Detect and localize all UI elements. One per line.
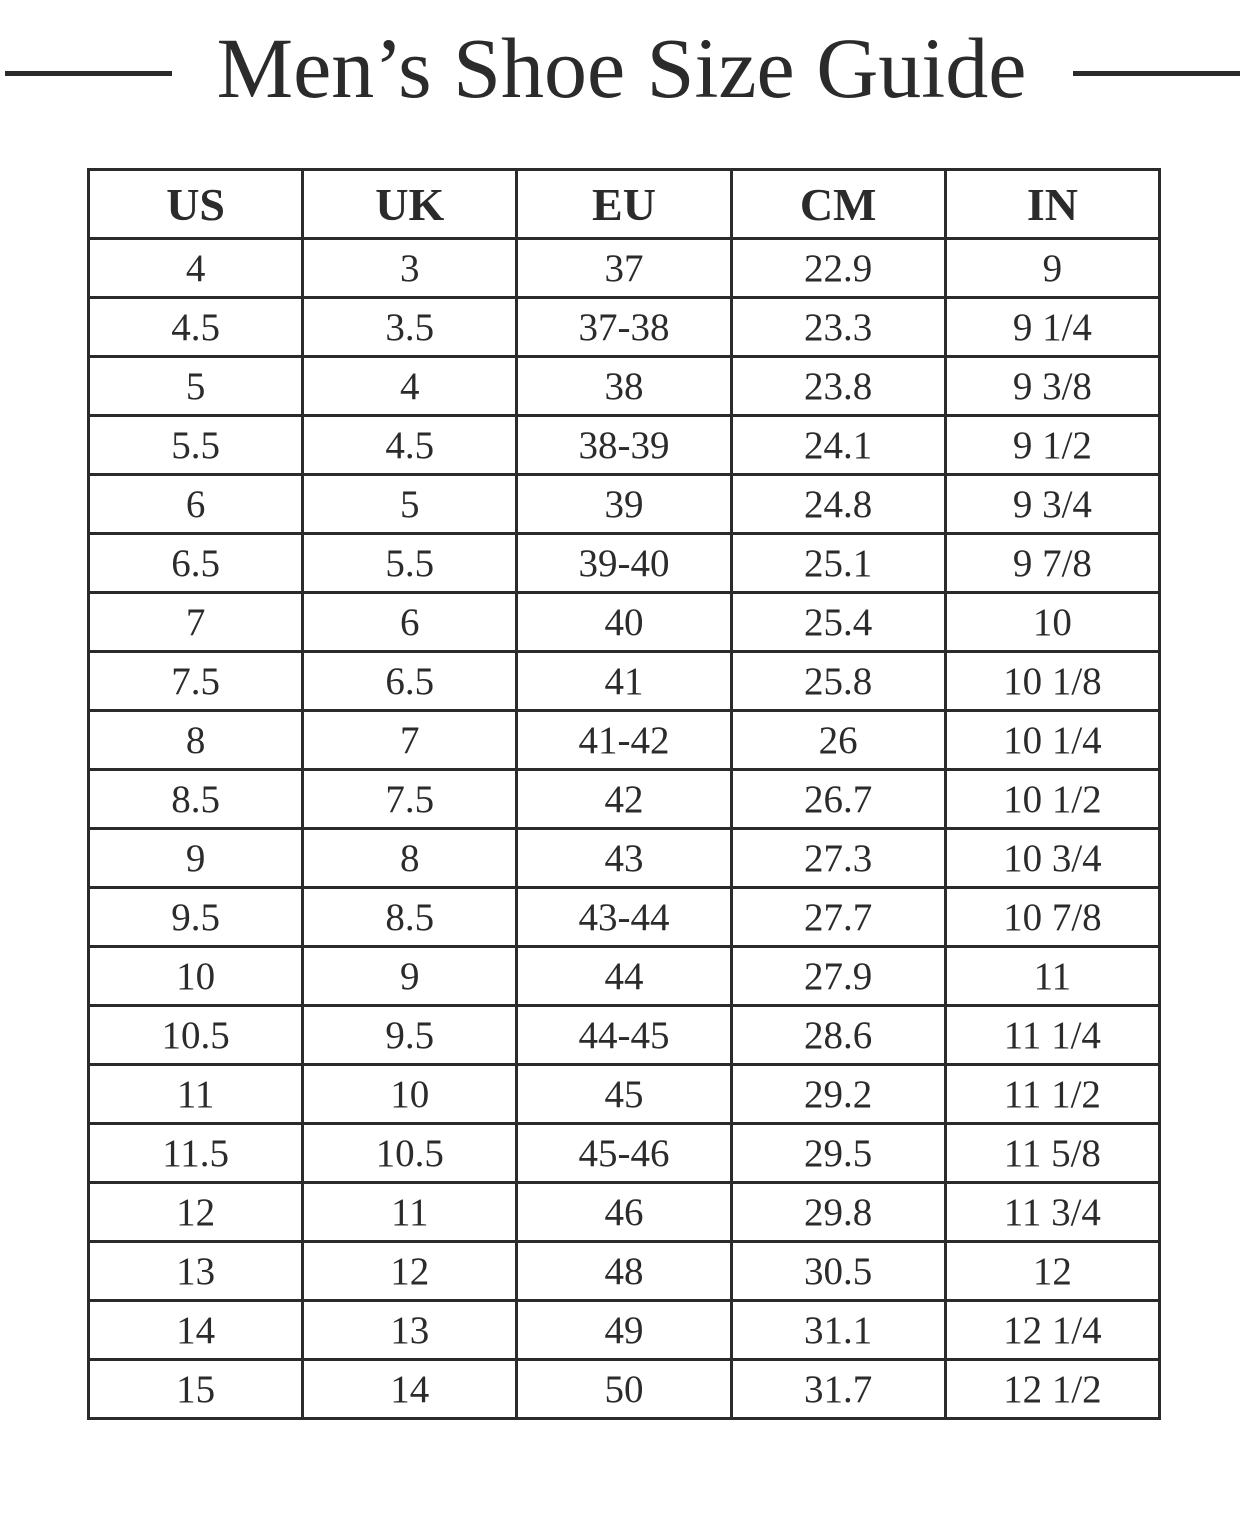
cell-us: 10 — [89, 947, 303, 1006]
cell-uk: 4.5 — [303, 416, 517, 475]
cell-in: 10 1/4 — [945, 711, 1159, 770]
cell-in: 10 — [945, 593, 1159, 652]
cell-in: 11 3/4 — [945, 1183, 1159, 1242]
cell-eu: 45-46 — [517, 1124, 731, 1183]
cell-uk: 12 — [303, 1242, 517, 1301]
cell-cm: 31.7 — [731, 1360, 945, 1419]
table-row — [89, 298, 1160, 357]
table-row — [89, 1301, 1160, 1360]
cell-uk: 3 — [303, 239, 517, 298]
cell-us: 10.5 — [89, 1006, 303, 1065]
column-header-eu: EU — [517, 170, 731, 239]
title-row — [0, 18, 1243, 128]
table-row — [89, 475, 1160, 534]
table-row — [89, 357, 1160, 416]
cell-uk: 3.5 — [303, 298, 517, 357]
cell-uk: 7 — [303, 711, 517, 770]
table-row — [89, 1242, 1160, 1301]
cell-us: 9.5 — [89, 888, 303, 947]
cell-in: 10 7/8 — [945, 888, 1159, 947]
cell-us: 11.5 — [89, 1124, 303, 1183]
cell-in: 9 3/8 — [945, 357, 1159, 416]
table-row — [89, 534, 1160, 593]
cell-uk: 7.5 — [303, 770, 517, 829]
table-row — [89, 1183, 1160, 1242]
cell-eu: 39-40 — [517, 534, 731, 593]
cell-us: 7.5 — [89, 652, 303, 711]
cell-eu: 50 — [517, 1360, 731, 1419]
cell-us: 9 — [89, 829, 303, 888]
cell-cm: 30.5 — [731, 1242, 945, 1301]
cell-eu: 49 — [517, 1301, 731, 1360]
cell-in: 12 1/4 — [945, 1301, 1159, 1360]
cell-in: 12 1/2 — [945, 1360, 1159, 1419]
cell-in: 9 1/2 — [945, 416, 1159, 475]
title-rule-right — [1073, 71, 1240, 76]
cell-in: 9 1/4 — [945, 298, 1159, 357]
cell-eu: 37-38 — [517, 298, 731, 357]
cell-eu: 38-39 — [517, 416, 731, 475]
cell-cm: 26.7 — [731, 770, 945, 829]
cell-us: 12 — [89, 1183, 303, 1242]
cell-cm: 27.9 — [731, 947, 945, 1006]
cell-cm: 27.3 — [731, 829, 945, 888]
table-row — [89, 1124, 1160, 1183]
table-row — [89, 888, 1160, 947]
cell-us: 4.5 — [89, 298, 303, 357]
cell-eu: 45 — [517, 1065, 731, 1124]
cell-cm: 25.8 — [731, 652, 945, 711]
cell-cm: 29.2 — [731, 1065, 945, 1124]
size-table — [87, 168, 1161, 1420]
cell-us: 6 — [89, 475, 303, 534]
cell-us: 11 — [89, 1065, 303, 1124]
cell-cm: 23.3 — [731, 298, 945, 357]
cell-in: 11 — [945, 947, 1159, 1006]
cell-eu: 38 — [517, 357, 731, 416]
cell-in: 9 — [945, 239, 1159, 298]
table-row — [89, 947, 1160, 1006]
cell-uk: 9 — [303, 947, 517, 1006]
cell-in: 10 1/8 — [945, 652, 1159, 711]
cell-uk: 14 — [303, 1360, 517, 1419]
cell-in: 10 1/2 — [945, 770, 1159, 829]
cell-cm: 29.8 — [731, 1183, 945, 1242]
cell-cm: 31.1 — [731, 1301, 945, 1360]
table-row — [89, 1006, 1160, 1065]
table-row — [89, 652, 1160, 711]
cell-cm: 22.9 — [731, 239, 945, 298]
cell-us: 6.5 — [89, 534, 303, 593]
cell-eu: 43-44 — [517, 888, 731, 947]
cell-cm: 25.4 — [731, 593, 945, 652]
cell-uk: 4 — [303, 357, 517, 416]
table-row — [89, 1065, 1160, 1124]
cell-us: 15 — [89, 1360, 303, 1419]
cell-in: 11 5/8 — [945, 1124, 1159, 1183]
cell-cm: 27.7 — [731, 888, 945, 947]
cell-eu: 42 — [517, 770, 731, 829]
table-header-row — [89, 170, 1160, 239]
cell-eu: 37 — [517, 239, 731, 298]
cell-us: 4 — [89, 239, 303, 298]
column-header-us: US — [89, 170, 303, 239]
cell-cm: 23.8 — [731, 357, 945, 416]
column-header-cm: CM — [731, 170, 945, 239]
cell-us: 13 — [89, 1242, 303, 1301]
cell-uk: 10 — [303, 1065, 517, 1124]
cell-eu: 48 — [517, 1242, 731, 1301]
cell-us: 8.5 — [89, 770, 303, 829]
cell-eu: 41 — [517, 652, 731, 711]
cell-uk: 5 — [303, 475, 517, 534]
cell-eu: 43 — [517, 829, 731, 888]
cell-cm: 24.1 — [731, 416, 945, 475]
cell-eu: 39 — [517, 475, 731, 534]
page-title: Men’s Shoe Size Guide — [216, 20, 1027, 116]
cell-cm: 26 — [731, 711, 945, 770]
cell-eu: 40 — [517, 593, 731, 652]
cell-eu: 44-45 — [517, 1006, 731, 1065]
cell-us: 5 — [89, 357, 303, 416]
cell-cm: 25.1 — [731, 534, 945, 593]
cell-uk: 6 — [303, 593, 517, 652]
cell-uk: 6.5 — [303, 652, 517, 711]
table-row — [89, 239, 1160, 298]
cell-in: 9 7/8 — [945, 534, 1159, 593]
cell-us: 14 — [89, 1301, 303, 1360]
cell-cm: 29.5 — [731, 1124, 945, 1183]
cell-in: 12 — [945, 1242, 1159, 1301]
table-row — [89, 593, 1160, 652]
cell-uk: 11 — [303, 1183, 517, 1242]
cell-in: 9 3/4 — [945, 475, 1159, 534]
column-header-uk: UK — [303, 170, 517, 239]
cell-uk: 10.5 — [303, 1124, 517, 1183]
cell-uk: 8 — [303, 829, 517, 888]
cell-us: 7 — [89, 593, 303, 652]
cell-cm: 24.8 — [731, 475, 945, 534]
cell-in: 11 1/2 — [945, 1065, 1159, 1124]
cell-eu: 46 — [517, 1183, 731, 1242]
table-row — [89, 1360, 1160, 1419]
cell-in: 11 1/4 — [945, 1006, 1159, 1065]
cell-cm: 28.6 — [731, 1006, 945, 1065]
cell-eu: 44 — [517, 947, 731, 1006]
cell-us: 5.5 — [89, 416, 303, 475]
cell-eu: 41-42 — [517, 711, 731, 770]
table-row — [89, 829, 1160, 888]
cell-uk: 5.5 — [303, 534, 517, 593]
cell-uk: 9.5 — [303, 1006, 517, 1065]
cell-uk: 8.5 — [303, 888, 517, 947]
cell-in: 10 3/4 — [945, 829, 1159, 888]
cell-uk: 13 — [303, 1301, 517, 1360]
table-row — [89, 770, 1160, 829]
table-row — [89, 416, 1160, 475]
column-header-in: IN — [945, 170, 1159, 239]
table-row — [89, 711, 1160, 770]
table-body — [89, 239, 1160, 1419]
cell-us: 8 — [89, 711, 303, 770]
